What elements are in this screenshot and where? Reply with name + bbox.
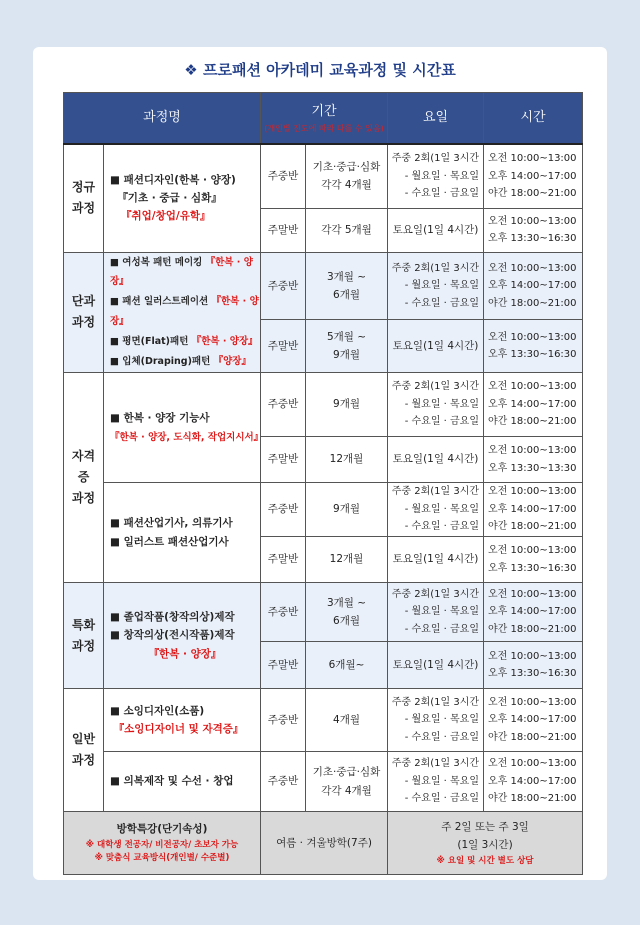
period: 9개월: [306, 483, 388, 537]
times: 오전 10:00~13:00 오후 13:30~16:30: [484, 320, 583, 373]
days: 주중 2회(1일 3시간 - 월요일 · 목요일 - 수요일 · 금요일: [388, 144, 484, 208]
times: 오전 10:00~13:00 오후 14:00~17:00 야간 18:00~21:00: [484, 144, 583, 208]
category-license: 자격 증 과정: [64, 373, 104, 583]
period: 기초·중급·심화 각각 4개월: [306, 752, 388, 812]
days: 주중 2회(1일 3시간 - 월요일 · 목요일 - 수요일 · 금요일: [388, 483, 484, 537]
table-row: [64, 483, 583, 537]
period: 4개월: [306, 689, 388, 752]
period: 6개월~: [306, 642, 388, 689]
course-name: ■ 소잉디자인(소품) 『소잉디자이너 및 자격증』: [104, 689, 261, 752]
class-type: 주말반: [261, 208, 306, 252]
period: 3개월 ~ 6개월: [306, 583, 388, 642]
diamond-bullet-icon: ❖: [184, 61, 203, 79]
period: 각각 5개월: [306, 208, 388, 252]
page-title: ❖ 프로패션 아카데미 교육과정 및 시간표: [184, 61, 456, 79]
days: 주중 2회(1일 3시간 - 월요일 · 목요일 - 수요일 · 금요일: [388, 252, 484, 320]
class-type: 주중반: [261, 483, 306, 537]
times: 오전 10:00~13:00 오후 14:00~17:00 야간 18:00~21:00: [484, 373, 583, 437]
vacation-period: 여름 · 겨울방학(7주): [261, 812, 388, 875]
class-type: 주중반: [261, 583, 306, 642]
days: 토요일(1일 4시간): [388, 437, 484, 483]
vacation-course: 방학특강(단기속성) ※ 대학생 전공자/ 비전공자/ 초보자 가능 ※ 맞춤식 교육방식(개인별/ 수준별): [64, 812, 261, 875]
course-name: ■ 패션디자인(한복 · 양장) 『기초 · 중급 · 심화』 『취업/창업/유학』: [104, 144, 261, 252]
times: 오전 10:00~13:00 오후 14:00~17:00 야간 18:00~21:00: [484, 483, 583, 537]
course-name: ■ 졸업작품(창작의상)제작 ■ 창작의상(전시작품)제작 『한복 · 양장』: [104, 583, 261, 689]
period: 12개월: [306, 437, 388, 483]
course-name: ■ 여성복 패턴 메이킹 『한복 · 양장』 ■ 패션 일러스트레이션 『한복 · 양장』 ■ 평면(Flat)패턴 『한복 · 양장』 ■ 입체(Draping)패턴 『양장』: [104, 252, 261, 373]
header-time: 시간: [484, 93, 583, 145]
days: 토요일(1일 4시간): [388, 642, 484, 689]
table-header: [64, 93, 583, 145]
times: 오전 10:00~13:00 오후 13:30~16:30: [484, 537, 583, 583]
category-regular: 정규 과정: [64, 144, 104, 252]
times: 오전 10:00~13:00 오후 14:00~17:00 야간 18:00~21:00: [484, 752, 583, 812]
category-special: 특화 과정: [64, 583, 104, 689]
times: 오전 10:00~13:00 오후 14:00~17:00 야간 18:00~21:00: [484, 252, 583, 320]
period: 3개월 ~ 6개월: [306, 252, 388, 320]
class-type: 주말반: [261, 320, 306, 373]
table-row: [64, 252, 583, 320]
class-type: 주말반: [261, 537, 306, 583]
days: 주중 2회(1일 3시간 - 월요일 · 목요일 - 수요일 · 금요일: [388, 583, 484, 642]
schedule-card: [33, 47, 607, 880]
class-type: 주중반: [261, 689, 306, 752]
period: 12개월: [306, 537, 388, 583]
days: 주중 2회(1일 3시간 - 월요일 · 목요일 - 수요일 · 금요일: [388, 373, 484, 437]
vacation-schedule: 주 2일 또는 주 3일 (1일 3시간) ※ 요일 및 시간 별도 상담: [388, 812, 583, 875]
days: 주중 2회(1일 3시간 - 월요일 · 목요일 - 수요일 · 금요일: [388, 689, 484, 752]
times: 오전 10:00~13:00 오후 13:30~16:30: [484, 208, 583, 252]
period: 기초·중급·심화 각각 4개월: [306, 144, 388, 208]
header-days: 요일: [388, 93, 484, 145]
table-row: [64, 144, 583, 208]
period: 9개월: [306, 373, 388, 437]
table-row-vacation: [64, 812, 583, 875]
course-name: ■ 한복 · 양장 기능사 『한복 · 양장, 도식화, 작업지시서』: [104, 373, 261, 483]
class-type: 주말반: [261, 642, 306, 689]
times: 오전 10:00~13:00 오후 14:00~17:00 야간 18:00~21:00: [484, 583, 583, 642]
class-type: 주말반: [261, 437, 306, 483]
table-row: [64, 752, 583, 812]
header-course: 과정명: [64, 93, 261, 145]
class-type: 주중반: [261, 752, 306, 812]
days: 주중 2회(1일 3시간 - 월요일 · 목요일 - 수요일 · 금요일: [388, 752, 484, 812]
table-row: [64, 689, 583, 752]
header-period: 기간 (개인별 진도에 따라 다를 수 있음): [261, 93, 388, 145]
category-general: 일반 과정: [64, 689, 104, 812]
days: 토요일(1일 4시간): [388, 320, 484, 373]
course-name: ■ 의복제작 및 수선 · 창업: [104, 752, 261, 812]
category-single: 단과 과정: [64, 252, 104, 373]
times: 오전 10:00~13:00 오후 14:00~17:00 야간 18:00~21:00: [484, 689, 583, 752]
class-type: 주중반: [261, 373, 306, 437]
schedule-table: [63, 92, 583, 875]
period: 5개월 ~ 9개월: [306, 320, 388, 373]
times: 오전 10:00~13:00 오후 13:30~16:30: [484, 642, 583, 689]
days: 토요일(1일 4시간): [388, 208, 484, 252]
days: 토요일(1일 4시간): [388, 537, 484, 583]
times: 오전 10:00~13:00 오후 13:30~13:30: [484, 437, 583, 483]
class-type: 주중반: [261, 144, 306, 208]
table-row: [64, 583, 583, 642]
class-type: 주중반: [261, 252, 306, 320]
course-name: ■ 패션산업기사, 의류기사 ■ 일러스트 패션산업기사: [104, 483, 261, 583]
table-row: [64, 373, 583, 437]
